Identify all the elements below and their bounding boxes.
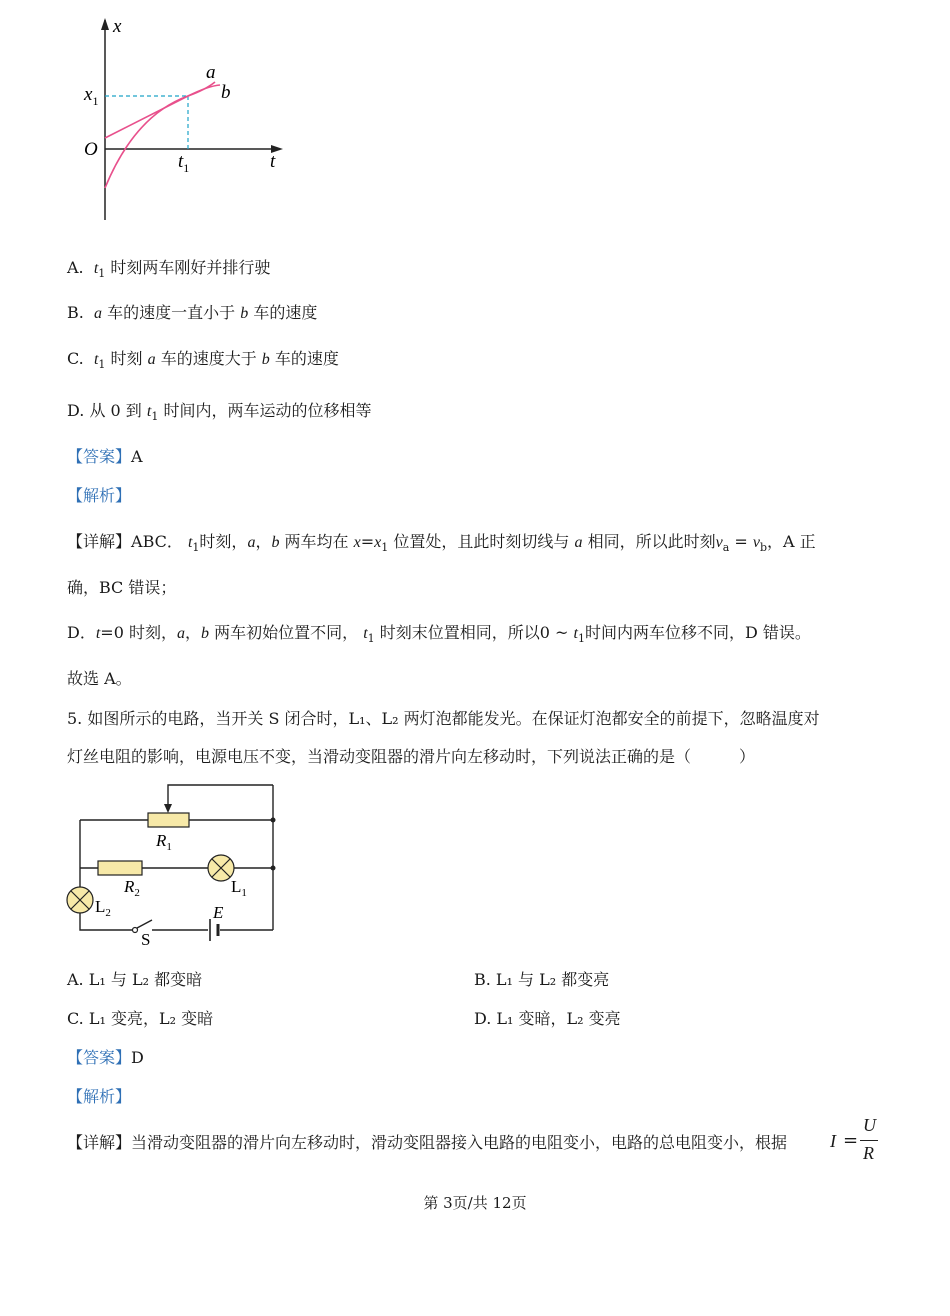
q5-option-c: C. L₁ 变亮，L₂ 变暗: [67, 1009, 214, 1028]
origin-label: O: [84, 139, 98, 160]
q4-detail-line-3: D．t=0 时刻，a，b 两车初始位置不同， $t_1$ 时刻末位置相同，所以0 ~ $t_1$时间内两车位移不同，D 错误。: [67, 623, 811, 645]
switch-s: [133, 928, 138, 933]
q5-option-d: D. L₁ 变暗，L₂ 变亮: [474, 1009, 621, 1028]
q4-conclusion: 故选 A。: [67, 669, 132, 688]
q5-stem-line-2: 灯丝电阻的影响，电源电压不变，当滑动变阻器的滑片向左移动时，下列说法正确的是（ ）: [67, 747, 756, 766]
xt-graph: [80, 10, 300, 230]
q4-analysis-label: 【解析】: [67, 486, 132, 505]
curve-b-label: b: [221, 82, 231, 103]
s-label: S: [141, 930, 151, 949]
q5-detail: 【详解】当滑动变阻器的滑片向左移动时，滑动变阻器接入电路的电阻变小，电路的总电阻变小，根据: [67, 1133, 788, 1152]
e-label: E: [213, 903, 224, 922]
q4-detail-line-1: 【详解】ABC． $t_1$时刻，a，b 两车均在 $x=x_1$ 位置处，且此时刻切线与 a 相同，所以此时刻$v_a = v_b$，A 正: [67, 532, 816, 554]
curve-a: [105, 82, 215, 188]
axis-t-label: t: [270, 151, 276, 172]
q4-option-c: C. $t_1$ 时刻 a 车的速度大于 b 车的速度: [67, 349, 339, 371]
fraction-bar: [860, 1140, 878, 1141]
l2-label: $L_2$: [95, 897, 111, 919]
q5-analysis-label: 【解析】: [67, 1087, 132, 1106]
page-footer: 第 3页/共 12页: [423, 1194, 527, 1212]
junction-dot: [271, 818, 276, 823]
resistor-r1: [148, 813, 189, 827]
junction-dot: [271, 866, 276, 871]
q4-option-d: D. 从 0 到 $t_1$ 时间内，两车运动的位移相等: [67, 401, 372, 423]
slider-arrow: [164, 804, 172, 813]
switch-lever: [137, 920, 152, 928]
q4-option-a: A. $t_1$ 时刻两车刚好并排行驶: [67, 258, 271, 280]
x-axis-arrow: [101, 18, 109, 30]
l1-label: $L_1$: [231, 877, 247, 899]
q4-answer: 【答案】A: [67, 447, 143, 466]
r2-label: $R_2$: [124, 877, 140, 899]
q5-stem-line-1: 5. 如图所示的电路，当开关 S 闭合时，L₁、L₂ 两灯泡都能发光。在保证灯泡都安全的前提下，忽略温度对: [67, 709, 820, 728]
t1-label: $t_1$: [178, 151, 190, 175]
r1-label: $R_1$: [156, 831, 172, 853]
curve-b: [105, 85, 220, 138]
q5-answer: 【答案】D: [67, 1048, 144, 1067]
x1-label: $x_1$: [84, 84, 99, 108]
resistor-r2: [98, 861, 142, 875]
q4-detail-line-2: 确，BC 错误；: [67, 578, 177, 597]
curve-a-label: a: [206, 62, 216, 83]
circuit-diagram: [60, 780, 290, 950]
axis-x-label: x: [113, 16, 122, 37]
q5-option-b: B. L₁ 与 L₂ 都变亮: [474, 970, 610, 989]
q4-option-b: B. a 车的速度一直小于 b 车的速度: [67, 303, 318, 322]
q5-option-a: A. L₁ 与 L₂ 都变暗: [67, 970, 203, 989]
